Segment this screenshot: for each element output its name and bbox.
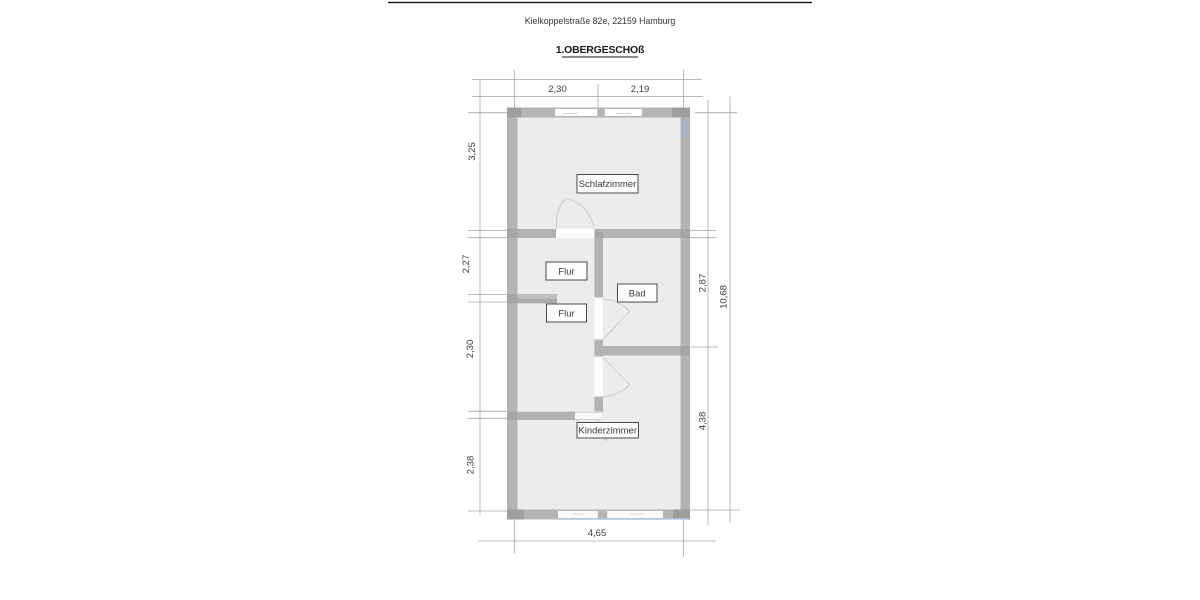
room-label-text-bad: Bad — [628, 288, 646, 300]
junction-vertical-wall-top — [595, 232, 604, 238]
room-label-flur-upper — [546, 262, 587, 280]
wall-schlafzimmer-left — [518, 229, 557, 238]
dim-bottom-1: 4,65 — [587, 528, 607, 539]
exterior-wall-right — [681, 118, 691, 510]
wall-schlafzimmer-right — [595, 229, 681, 238]
window-top-mullion — [597, 108, 604, 118]
wall-vertical-lower-cap — [595, 397, 604, 412]
right-extension-ticks — [688, 113, 740, 510]
room-label-text-flur-upper: Flur — [558, 266, 575, 278]
junction-left-wall-a — [507, 229, 518, 238]
opening-bad — [595, 298, 604, 340]
room-label-text-flur-lower: Flur — [558, 308, 575, 320]
window-bottom — [558, 510, 663, 518]
dim-right-2: 10,68 — [718, 285, 730, 309]
corner-top-right — [672, 108, 690, 118]
dim-right-3: 4,38 — [697, 411, 709, 431]
window-right-wall — [681, 120, 686, 138]
junction-left-stub — [507, 294, 518, 303]
wall-vertical-upper — [595, 238, 604, 298]
corner-top-left — [507, 108, 521, 118]
dim-top-1: 2,30 — [548, 84, 567, 95]
opening-kinderzimmer-west — [575, 412, 601, 421]
junction-right-wall-a — [681, 229, 691, 238]
room-label-flur-lower — [547, 304, 587, 322]
corner-bottom-right — [673, 510, 690, 520]
right-dimension-lines — [708, 97, 730, 526]
exterior-wall-left — [507, 118, 518, 510]
wall-flur-stub-top — [518, 294, 558, 299]
wall-flur-stub-bottom — [518, 299, 558, 304]
junction-left-wall-d — [507, 412, 518, 420]
opening-schlafzimmer — [556, 229, 595, 239]
room-label-bad — [618, 284, 658, 302]
top-dimension-lines — [472, 80, 703, 97]
room-label-schlafzimmer — [577, 175, 638, 194]
address-text: Kielkoppelstraße 82e, 22159 Hamburg — [524, 16, 676, 26]
floor-title: 1.OBERGESCHOß — [555, 44, 645, 56]
room-label-text-schlafzimmer: Schlafzimmer — [578, 179, 637, 190]
junction-right-wall-c — [681, 346, 691, 356]
wall-kinderzimmer-top — [518, 412, 576, 420]
dim-right-1: 2,87 — [697, 273, 709, 293]
dim-top-2: 2,19 — [630, 84, 650, 95]
wall-below-bad — [595, 346, 681, 356]
dim-left-4: 2,38 — [465, 455, 477, 475]
dim-left-3: 2,30 — [465, 339, 476, 359]
room-label-text-kinderzimmer: Kinderzimmer — [578, 425, 638, 437]
room-label-kinderzimmer — [577, 423, 639, 439]
dim-left-2: 2,27 — [461, 254, 472, 274]
corner-bottom-left — [507, 510, 524, 520]
opening-kinderzimmer-east — [595, 357, 604, 397]
dim-left-1: 3,25 — [467, 142, 478, 161]
